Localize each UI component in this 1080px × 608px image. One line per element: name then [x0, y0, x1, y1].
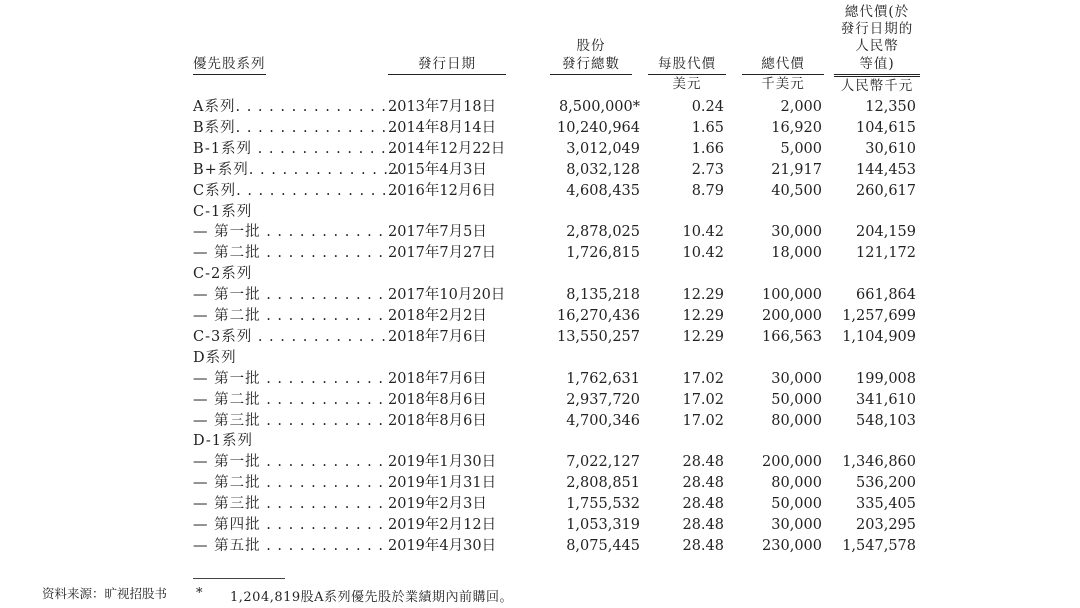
row-series: D-1系列: [193, 433, 254, 450]
row-date: 2019年1月31日: [388, 475, 497, 492]
header-rmb-line3: 人民幣: [855, 38, 899, 54]
row-series: B+系列. . . . . . . . . . . . . .: [193, 161, 401, 178]
row-date: 2019年4月30日: [388, 537, 497, 554]
footnote-text: 1,204,819股A系列優先股於業績期內前購回。: [230, 590, 514, 605]
row-series: — 第三批 . . . . . . . . . . .: [193, 496, 385, 513]
row-total: 30,000: [771, 517, 822, 533]
row-shares: 1,726,815: [566, 245, 640, 262]
footnote-marker: *: [196, 586, 203, 601]
row-price: 12.29: [682, 328, 724, 345]
row-price: 10.42: [682, 245, 724, 262]
row-total: 40,500: [771, 182, 822, 199]
row-shares: 4,608,435: [566, 182, 640, 199]
row-total: 2,000: [780, 99, 822, 115]
row-rmb: 1,346,860: [842, 454, 916, 471]
row-price: 12.29: [682, 308, 724, 324]
row-rmb: 335,405: [856, 496, 916, 513]
header-shares-line1: 股份: [576, 38, 606, 54]
row-shares: 8,075,445: [566, 537, 640, 554]
row-series: B-1系列 . . . . . . . . . . . . .: [193, 140, 398, 157]
row-price: 17.02: [682, 370, 724, 387]
row-rmb: 203,295: [856, 517, 916, 533]
row-date: 2017年7月27日: [388, 245, 497, 262]
row-series: — 第一批 . . . . . . . . . . .: [193, 224, 385, 241]
row-series: — 第一批 . . . . . . . . . . .: [193, 287, 385, 304]
row-rmb: 204,159: [856, 224, 916, 241]
row-rmb: 1,257,699: [842, 308, 916, 324]
row-price: 28.48: [682, 454, 724, 471]
header-date: 發行日期: [388, 56, 506, 75]
row-total: 21,917: [771, 161, 822, 178]
row-shares: 1,053,319: [566, 517, 640, 533]
row-series: — 第二批 . . . . . . . . . . .: [193, 308, 385, 324]
row-total: 50,000: [771, 496, 822, 513]
row-date: 2019年2月12日: [388, 517, 497, 533]
row-total: 80,000: [771, 475, 822, 492]
header-series: 優先股系列: [193, 56, 266, 75]
row-shares: 2,808,851: [566, 475, 640, 492]
row-date: 2016年12月6日: [388, 182, 497, 199]
row-series: — 第二批 . . . . . . . . . . .: [193, 475, 385, 492]
row-price: 8.79: [691, 182, 724, 199]
header-rmb-line2: 發行日期的: [840, 21, 914, 37]
row-series: A系列. . . . . . . . . . . . . . .: [193, 99, 399, 115]
row-shares: 8,500,000*: [558, 99, 640, 115]
row-series: — 第一批 . . . . . . . . . . .: [193, 370, 385, 387]
row-series: C-1系列: [193, 203, 253, 220]
row-shares: 1,755,532: [566, 496, 640, 513]
header-shares-line2: 發行總數: [550, 56, 632, 75]
row-series: — 第二批 . . . . . . . . . . .: [193, 391, 385, 408]
row-shares: 8,032,128: [566, 161, 640, 178]
row-date: 2014年12月22日: [388, 140, 506, 157]
row-total: 80,000: [771, 412, 822, 429]
row-price: 0.24: [691, 99, 724, 115]
row-price: 28.48: [682, 475, 724, 492]
row-series: C-3系列 . . . . . . . . . . . . .: [193, 328, 399, 345]
row-shares: 2,878,025: [566, 224, 640, 241]
row-date: 2019年2月3日: [388, 496, 487, 513]
source-credit: 资料来源：旷视招股书: [42, 586, 168, 601]
row-total: 18,000: [771, 245, 822, 262]
row-shares: 7,022,127: [566, 454, 640, 471]
row-total: 50,000: [771, 391, 822, 408]
row-price: 17.02: [682, 391, 724, 408]
row-date: 2019年1月30日: [388, 454, 497, 471]
row-date: 2014年8月14日: [388, 119, 497, 136]
row-total: 16,920: [771, 119, 822, 136]
row-series: C-2系列: [193, 266, 253, 283]
row-price: 10.42: [682, 224, 724, 241]
header-rmb-line1: 總代價(於: [844, 4, 910, 20]
row-rmb: 341,610: [856, 391, 916, 408]
row-shares: 16,270,436: [556, 308, 640, 324]
row-shares: 10,240,964: [556, 119, 640, 136]
row-series: — 第四批 . . . . . . . . . . .: [193, 517, 385, 533]
row-series: — 第五批 . . . . . . . . . . .: [193, 537, 385, 554]
unit-rmb: 人民幣千元: [834, 76, 920, 95]
row-rmb: 548,103: [856, 412, 916, 429]
header-price: 每股代價: [648, 56, 726, 75]
row-total: 230,000: [762, 537, 822, 554]
row-series: — 第一批 . . . . . . . . . . .: [193, 454, 385, 471]
row-date: 2017年7月5日: [388, 224, 487, 241]
row-date: 2018年7月6日: [388, 370, 487, 387]
row-price: 17.02: [682, 412, 724, 429]
row-shares: 13,550,257: [556, 328, 640, 345]
row-series: B系列. . . . . . . . . . . . . . .: [193, 119, 399, 136]
row-series: D系列: [193, 349, 237, 366]
header-rmb-line4: 等值): [834, 56, 920, 75]
row-series: — 第二批 . . . . . . . . . . .: [193, 245, 385, 262]
row-date: 2013年7月18日: [388, 99, 497, 115]
row-rmb: 121,172: [856, 245, 916, 262]
row-total: 30,000: [771, 370, 822, 387]
row-price: 12.29: [682, 287, 724, 304]
row-series: C系列. . . . . . . . . . . . . . .: [193, 182, 399, 199]
row-total: 200,000: [762, 454, 822, 471]
row-date: 2018年2月2日: [388, 308, 487, 324]
row-date: 2018年8月6日: [388, 391, 487, 408]
row-price: 28.48: [682, 537, 724, 554]
row-date: 2017年10月20日: [388, 287, 506, 304]
row-rmb: 1,104,909: [842, 328, 916, 345]
row-rmb: 30,610: [865, 140, 916, 157]
row-price: 28.48: [682, 517, 724, 533]
row-price: 1.65: [691, 119, 724, 136]
row-shares: 1,762,631: [566, 370, 640, 387]
row-date: 2018年8月6日: [388, 412, 487, 429]
row-shares: 3,012,049: [566, 140, 640, 157]
row-total: 30,000: [771, 224, 822, 241]
row-rmb: 661,864: [856, 287, 916, 304]
row-rmb: 260,617: [856, 182, 916, 199]
row-price: 28.48: [682, 496, 724, 513]
unit-total: 千美元: [761, 76, 805, 92]
row-date: 2018年7月6日: [388, 328, 487, 345]
row-shares: 2,937,720: [566, 391, 640, 408]
row-total: 100,000: [762, 287, 822, 304]
row-total: 5,000: [780, 140, 822, 157]
row-total: 166,563: [762, 328, 822, 345]
row-series: — 第三批 . . . . . . . . . . .: [193, 412, 385, 429]
row-rmb: 1,547,578: [842, 537, 916, 554]
row-date: 2015年4月3日: [388, 161, 487, 178]
row-shares: 4,700,346: [566, 412, 640, 429]
row-rmb: 144,453: [856, 161, 916, 178]
footnote-divider: [193, 578, 285, 579]
row-rmb: 536,200: [856, 475, 916, 492]
row-shares: 8,135,218: [566, 287, 640, 304]
header-total: 總代價: [742, 56, 824, 75]
row-price: 2.73: [691, 161, 724, 178]
row-total: 200,000: [762, 308, 822, 324]
row-price: 1.66: [691, 140, 724, 157]
row-rmb: 199,008: [856, 370, 916, 387]
unit-price: 美元: [672, 76, 702, 92]
row-rmb: 12,350: [865, 99, 916, 115]
row-rmb: 104,615: [856, 119, 916, 136]
